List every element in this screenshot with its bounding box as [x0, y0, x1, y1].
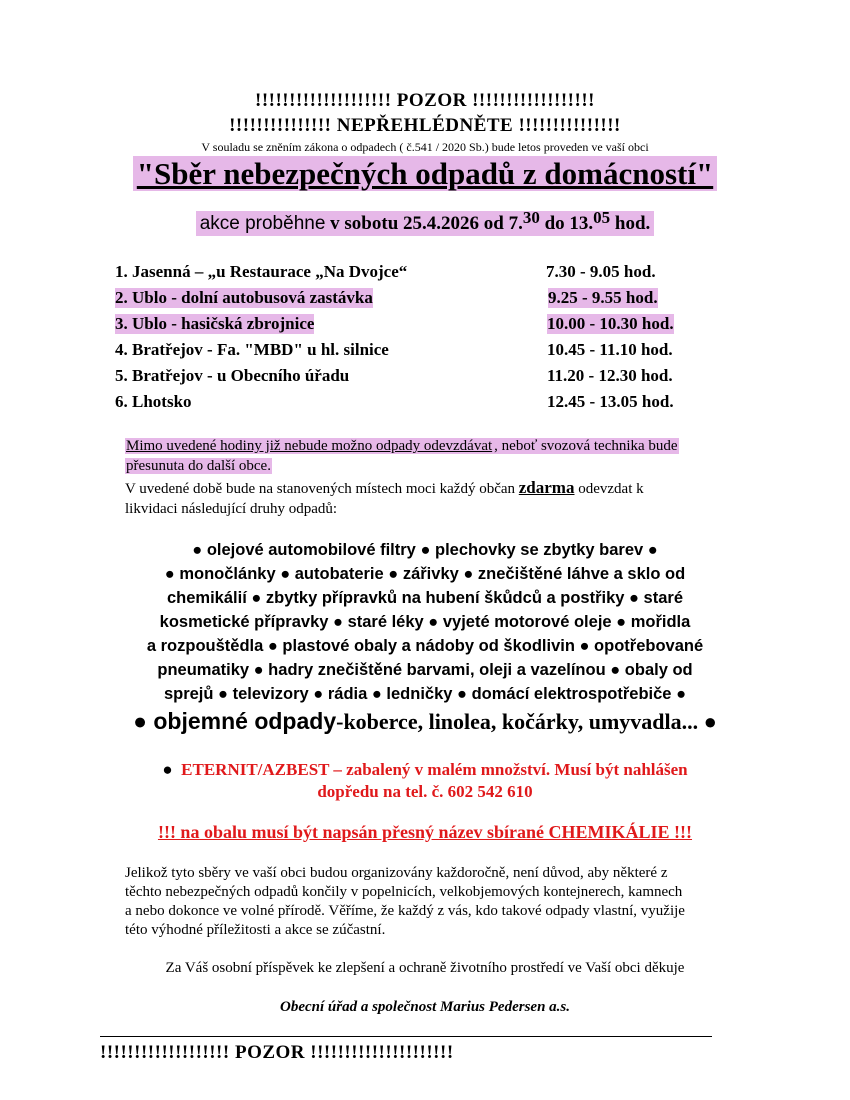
bulk-lead: ● objemné odpady — [133, 708, 337, 734]
stop-name: 4. Bratřejov - Fa. "MBD" u hl. silnice — [115, 340, 389, 359]
chemicals-warning: !!! na obalu musí být napsán přesný název sbírané CHEMIKÁLIE !!! — [157, 822, 693, 842]
free-part1: V uvedené době bude na stanovených místech moci každý občan — [125, 481, 519, 497]
eternit-warning — [0, 759, 850, 803]
waste-line: ● monočlánky ● autobaterie ● zářivky ● znečištěné láhve a sklo od — [164, 565, 686, 583]
stop-time: 12.45 - 13.05 hod. — [547, 392, 674, 411]
stop-time: 9.25 - 9.55 hod. — [548, 288, 658, 307]
notice-highlight: Mimo uvedené hodiny již nebude možno odpady odevzdávat — [126, 438, 493, 454]
event-prefix: akce proběhne — [199, 213, 326, 234]
eternit-bullet: ● — [162, 760, 173, 779]
thanks-text: Za Váš osobní příspěvek ke zlepšení a ochraně životního prostředí ve Vaší obci děkuje — [165, 960, 685, 976]
waste-line: ● olejové automobilové filtry ● plechovky se zbytky barev ● — [192, 541, 658, 559]
event-date-line — [0, 208, 850, 235]
info-paragraph — [125, 864, 757, 940]
stop-row — [115, 288, 705, 312]
paragraph-line: a nebo dokonce ve volné přírodě. Věříme, že každý z vás, kdo takové odpady vlastní, využije — [125, 903, 685, 919]
stop-name: 6. Lhotsko — [115, 392, 192, 411]
stop-time: 10.45 - 11.10 hod. — [547, 340, 673, 359]
signature: Obecní úřad a společnost Marius Pedersen a.s. — [279, 999, 571, 1015]
event-middle: do 13. — [539, 213, 594, 234]
stop-time: 11.20 - 12.30 hod. — [547, 366, 673, 385]
pozor-header: !!!!!!!!!!!!!!!!!!!! POZOR !!!!!!!!!!!!!!!!!! — [255, 90, 595, 111]
stop-time: 10.00 - 10.30 hod. — [547, 314, 674, 333]
eternit-line1: ETERNIT/AZBEST – zabalený v malém množství. Musí být nahlášen — [181, 760, 688, 779]
free-disposal-text — [125, 478, 745, 519]
pozor-footer: !!!!!!!!!!!!!!!!!!! POZOR !!!!!!!!!!!!!!!!!!!!! — [100, 1042, 454, 1063]
waste-line: sprejů ● televizory ● rádia ● ledničky ● domácí elektrospotřebiče ● — [163, 685, 687, 703]
paragraph-line: této výhodné příležitosti a akce se zúčastní. — [125, 922, 386, 938]
event-date: v sobotu 25.4.2026 od 7. — [330, 213, 523, 234]
bulk-rest: -koberce, linolea, kočárky, umyvadla... ● — [336, 709, 717, 734]
bulk-waste-line — [0, 708, 850, 735]
waste-line: a rozpouštědla ● plastové obaly a nádoby od škodlivin ● opotřebované — [146, 637, 704, 655]
divider — [100, 1036, 712, 1037]
event-date-box — [196, 208, 655, 236]
intro-text: V souladu se zněním zákona o odpadech ( č.541 / 2020 Sb.) bude letos proveden ve vaší obci — [201, 140, 649, 154]
closing-notice — [125, 436, 745, 476]
waste-types-list — [0, 538, 850, 706]
stop-time: 7.30 - 9.05 hod. — [546, 262, 656, 281]
title-wrap — [0, 156, 850, 192]
waste-line: kosmetické přípravky ● staré léky ● vyjeté motorové oleje ● mořidla — [159, 613, 691, 631]
notice-line2: přesunuta do další obce. — [126, 458, 271, 474]
event-start-minutes: 30 — [522, 208, 540, 227]
stop-name: 1. Jasenná – „u Restaurace „Na Dvojce“ — [115, 262, 408, 281]
event-end-minutes: 05 — [593, 208, 611, 227]
stop-row — [115, 340, 705, 364]
stop-row — [115, 366, 705, 390]
stop-name: 2. Ublo - dolní autobusová zastávka — [115, 288, 373, 307]
free-line2: likvidaci následující druhy odpadů: — [125, 501, 338, 517]
paragraph-line: těchto nebezpečných odpadů končily v popelnicích, velkobjemových kontejnerech, kamnech — [125, 884, 683, 900]
free-part2: odevzdat k — [574, 481, 644, 497]
eternit-line2: dopředu na tel. č. 602 542 610 — [317, 782, 533, 801]
event-suffix: hod. — [610, 213, 651, 234]
stop-row — [115, 392, 705, 416]
paragraph-line: Jelikož tyto sběry ve vaší obci budou organizovány každoročně, není důvod, aby některé z — [125, 865, 668, 881]
neprehlednete-header: !!!!!!!!!!!!!!! NEPŘEHLÉDNĚTE !!!!!!!!!!!!!!! — [229, 115, 621, 136]
notice-rest: , neboť svozová technika bude — [494, 438, 678, 454]
stop-row — [115, 314, 705, 338]
stop-name: 5. Bratřejov - u Obecního úřadu — [115, 366, 350, 385]
waste-line: pneumatiky ● hadry znečištěné barvami, oleji a vazelínou ● obaly od — [157, 661, 693, 679]
stop-name: 3. Ublo - hasičská zbrojnice — [115, 314, 315, 333]
page-title: "Sběr nebezpečných odpadů z domácností" — [133, 156, 717, 191]
stop-row — [115, 262, 705, 286]
zdarma-label: zdarma — [518, 478, 575, 497]
waste-line: chemikálií ● zbytky přípravků na hubení škůdců a postřiky ● staré — [166, 589, 684, 607]
